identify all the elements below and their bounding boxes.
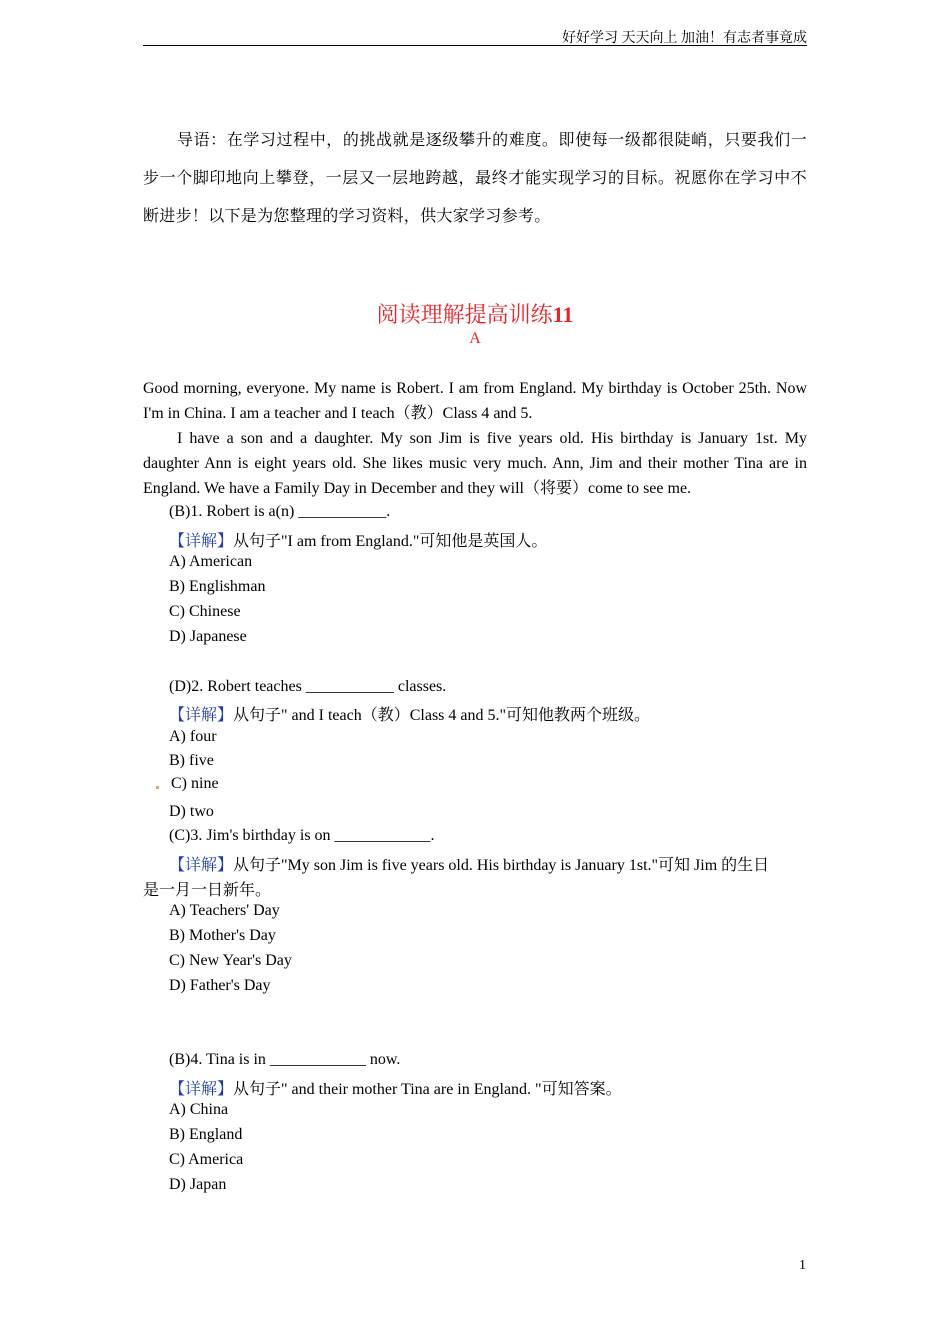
- question-4-detail-text: 从句子" and their mother Tina are in England. "可知答案。: [233, 1081, 622, 1098]
- title-main: 阅读理解提高训练: [376, 302, 553, 327]
- intro-paragraph: 导语：在学习过程中，的挑战就是逐级攀升的难度。即使每一级都很陡峭，只要我们一步一个脚印地向上攀登，一层又一层地跨越，最终才能实现学习的目标。祝愿你在学习中不断进步！以下是为您整理的学习资料，供大家学习参考。: [143, 132, 807, 225]
- question-3-option-c: C) New Year's Day: [169, 952, 292, 969]
- question-4-option-c: C) America: [169, 1151, 244, 1168]
- question-2-detail-text: 从句子" and I teach（教）Class 4 and 5."可知他教两个班级。: [233, 707, 651, 724]
- question-3-stem: (C)3. Jim's birthday is on ____________.: [169, 827, 435, 844]
- question-3-option-b: B) Mother's Day: [169, 927, 276, 944]
- question-2-option-b: B) five: [169, 752, 214, 769]
- passage-paragraph-2: I have a son and a daughter. My son Jim is five years old. His birthday is January 1st. My daughter Ann is eight years old. She likes music very much. Ann, Jim and their mother Tina are in England. We have a Family Day in December and they will（将要）come to see me.: [143, 430, 807, 497]
- detail-label: 【详解】: [169, 857, 234, 874]
- question-1-detail: [169, 528, 547, 551]
- detail-label: 【详解】: [169, 533, 234, 550]
- question-2-option-a: A) four: [169, 728, 217, 745]
- page-header-text: 好好学习 天天向上 加油！有志者事竟成: [562, 31, 807, 46]
- page-number: 1: [799, 1258, 806, 1273]
- question-1-option-c: C) Chinese: [169, 603, 241, 620]
- header-divider: [143, 45, 807, 46]
- question-1-option-d: D) Japanese: [169, 628, 247, 645]
- question-2-stem: (D)2. Robert teaches ___________ classes.: [169, 678, 447, 695]
- question-2-option-c: C) nine: [171, 775, 219, 792]
- question-3-option-d: D) Father's Day: [169, 977, 271, 994]
- question-1-option-b: B) Englishman: [169, 578, 266, 595]
- title-number: 11: [552, 302, 574, 327]
- document-title: [0, 298, 950, 329]
- question-2-detail: [169, 702, 650, 725]
- question-4-detail: [169, 1076, 622, 1099]
- question-2-option-d: D) two: [169, 803, 214, 820]
- reading-passage: [143, 376, 807, 501]
- question-3-option-a: A) Teachers' Day: [169, 902, 280, 919]
- section-label: A: [469, 330, 481, 347]
- question-3-detail: [169, 852, 769, 875]
- question-4-option-b: B) England: [169, 1126, 243, 1143]
- passage-paragraph-1: Good morning, everyone. My name is Robert. I am from England. My birthday is October 25th. Now I'm in China. I am a teacher and I teach（教）Class 4 and 5.: [143, 380, 807, 422]
- question-3-detail-continued: 是一月一日新年。: [143, 882, 272, 899]
- question-4-stem: (B)4. Tina is in ____________ now.: [169, 1051, 401, 1068]
- intro-block: [143, 122, 807, 236]
- detail-label: 【详解】: [169, 1081, 234, 1098]
- question-1-stem: (B)1. Robert is a(n) ___________.: [169, 503, 391, 520]
- question-3-detail-text: 从句子"My son Jim is five years old. His birthday is January 1st."可知 Jim 的生日: [233, 857, 770, 874]
- stray-mark: [156, 786, 159, 789]
- detail-label: 【详解】: [169, 707, 234, 724]
- question-1-detail-text: 从句子"I am from England."可知他是英国人。: [233, 533, 548, 550]
- question-4-option-d: D) Japan: [169, 1176, 227, 1193]
- question-4-option-a: A) China: [169, 1101, 229, 1118]
- question-1-option-a: A) American: [169, 553, 253, 570]
